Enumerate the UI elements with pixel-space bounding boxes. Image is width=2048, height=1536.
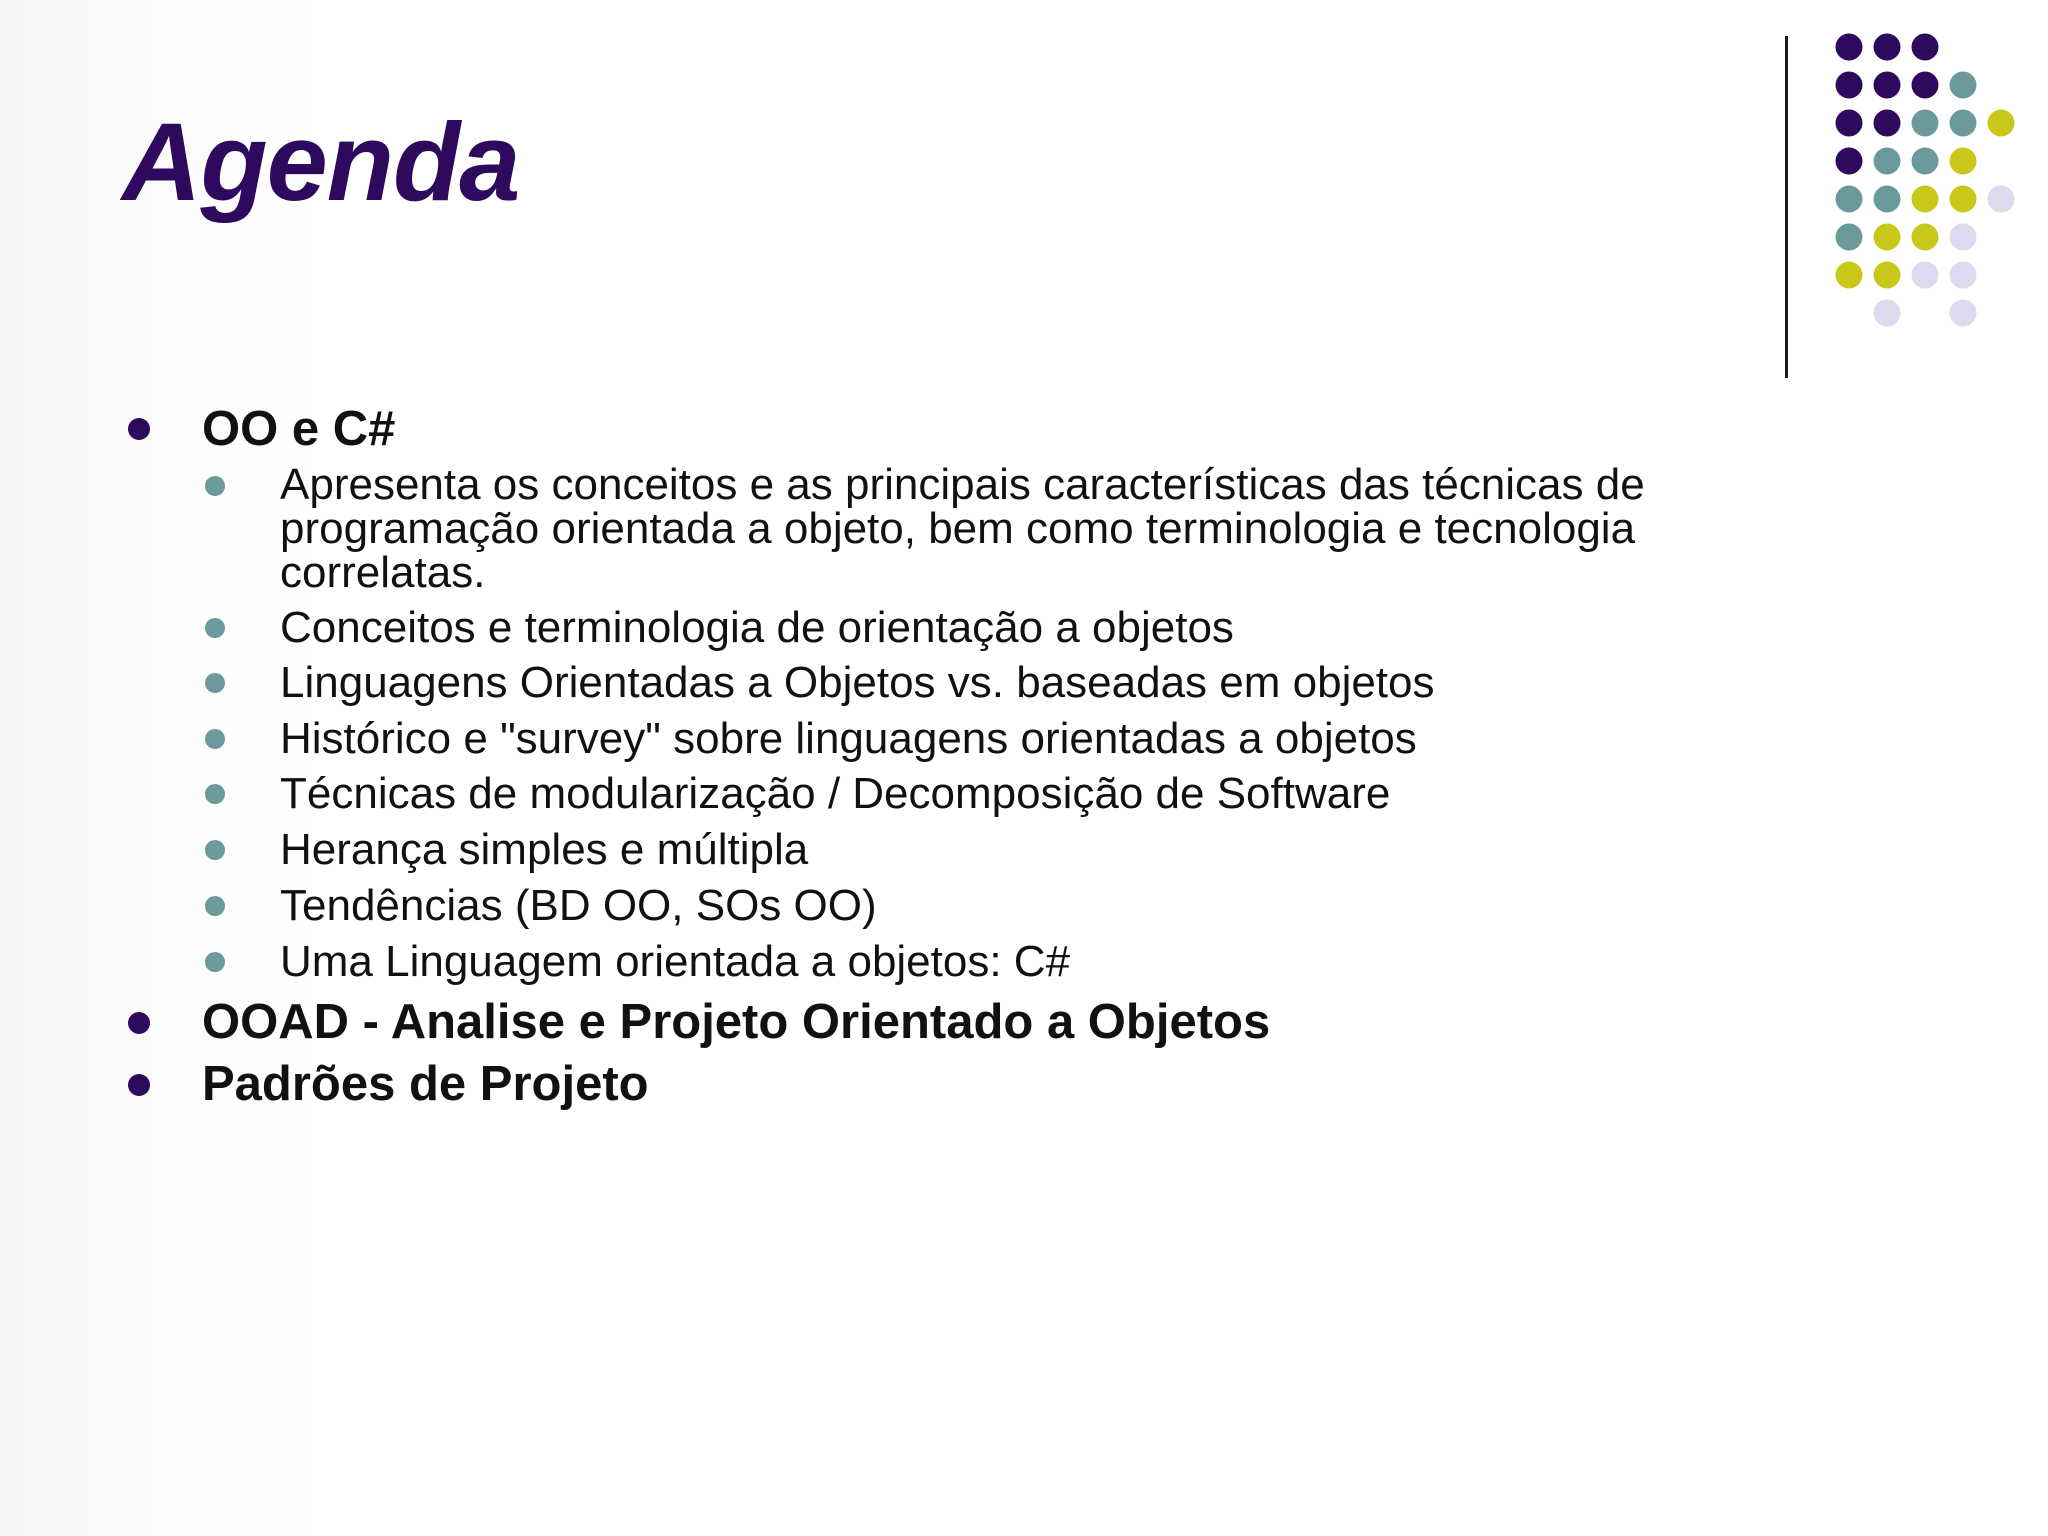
- decorative-dot: [1874, 34, 1901, 61]
- decorative-dot: [1874, 148, 1901, 175]
- decorative-dot: [1950, 300, 1977, 327]
- sub-bullet-dot: [205, 618, 225, 638]
- decorative-dot: [1912, 72, 1939, 99]
- agenda-item-ooad: OOAD - Analise e Projeto Orientado a Objetos: [202, 995, 1271, 1049]
- decorative-dot: [1836, 224, 1863, 251]
- subitem-line: Linguagens Orientadas a Objetos vs. baseadas em objetos: [280, 658, 1435, 707]
- decorative-dot: [1988, 186, 2015, 213]
- decorative-dot: [1874, 110, 1901, 137]
- sub-bullet-dot: [205, 784, 225, 804]
- bullet-dot: [128, 1012, 150, 1034]
- decorative-dot: [1874, 72, 1901, 99]
- sub-bullet-dot: [205, 673, 225, 693]
- subitem-line: programação orientada a objeto, bem como terminologia e tecnologia: [280, 504, 1636, 553]
- subitem-line: Conceitos e terminologia de orientação a objetos: [280, 603, 1234, 652]
- decorative-dot: [1912, 148, 1939, 175]
- decorative-dot: [1950, 186, 1977, 213]
- decorative-dot: [1950, 110, 1977, 137]
- decorative-dot: [1912, 110, 1939, 137]
- decorative-dot: [1836, 34, 1863, 61]
- sub-bullet-dot: [205, 729, 225, 749]
- decorative-dot: [1836, 110, 1863, 137]
- subitem-line: Técnicas de modularização / Decomposição de Software: [280, 769, 1391, 818]
- agenda-item-oo-csharp: OO e C#: [202, 402, 396, 456]
- decorative-dot: [1836, 72, 1863, 99]
- sub-bullet-dot: [205, 840, 225, 860]
- decorative-dot: [1836, 262, 1863, 289]
- decorative-dot: [1912, 186, 1939, 213]
- subitem-line: Herança simples e múltipla: [280, 825, 809, 874]
- decorative-dot: [1836, 148, 1863, 175]
- sub-bullet-dot: [205, 952, 225, 972]
- decorative-dot: [1874, 186, 1901, 213]
- subitem-line: Tendências (BD OO, SOs OO): [280, 881, 877, 930]
- subitem-line: Histórico e "survey" sobre linguagens orientadas a objetos: [280, 714, 1417, 763]
- decorative-dot: [1950, 72, 1977, 99]
- slide-title: Agenda: [122, 101, 520, 224]
- subitem-line: Apresenta os conceitos e as principais características das técnicas de: [280, 460, 1645, 509]
- agenda-item-design-patterns: Padrões de Projeto: [202, 1057, 649, 1111]
- decorative-dot: [1836, 186, 1863, 213]
- subitem-line: correlatas.: [280, 548, 486, 597]
- bullet-dot: [128, 418, 150, 440]
- decorative-dot: [1912, 224, 1939, 251]
- decorative-dot: [1988, 110, 2015, 137]
- vertical-divider: [1785, 36, 1788, 378]
- sub-bullet-dot: [205, 476, 225, 496]
- decorative-dot: [1950, 224, 1977, 251]
- decorative-dot: [1912, 34, 1939, 61]
- decorative-dot: [1912, 262, 1939, 289]
- subitem-line: Uma Linguagem orientada a objetos: C#: [280, 937, 1071, 986]
- decorative-dot: [1874, 224, 1901, 251]
- sub-bullet-dot: [205, 896, 225, 916]
- decorative-dot: [1874, 300, 1901, 327]
- bullet-dot: [128, 1074, 150, 1096]
- decorative-dot: [1950, 148, 1977, 175]
- decorative-dot: [1874, 262, 1901, 289]
- decorative-dot: [1950, 262, 1977, 289]
